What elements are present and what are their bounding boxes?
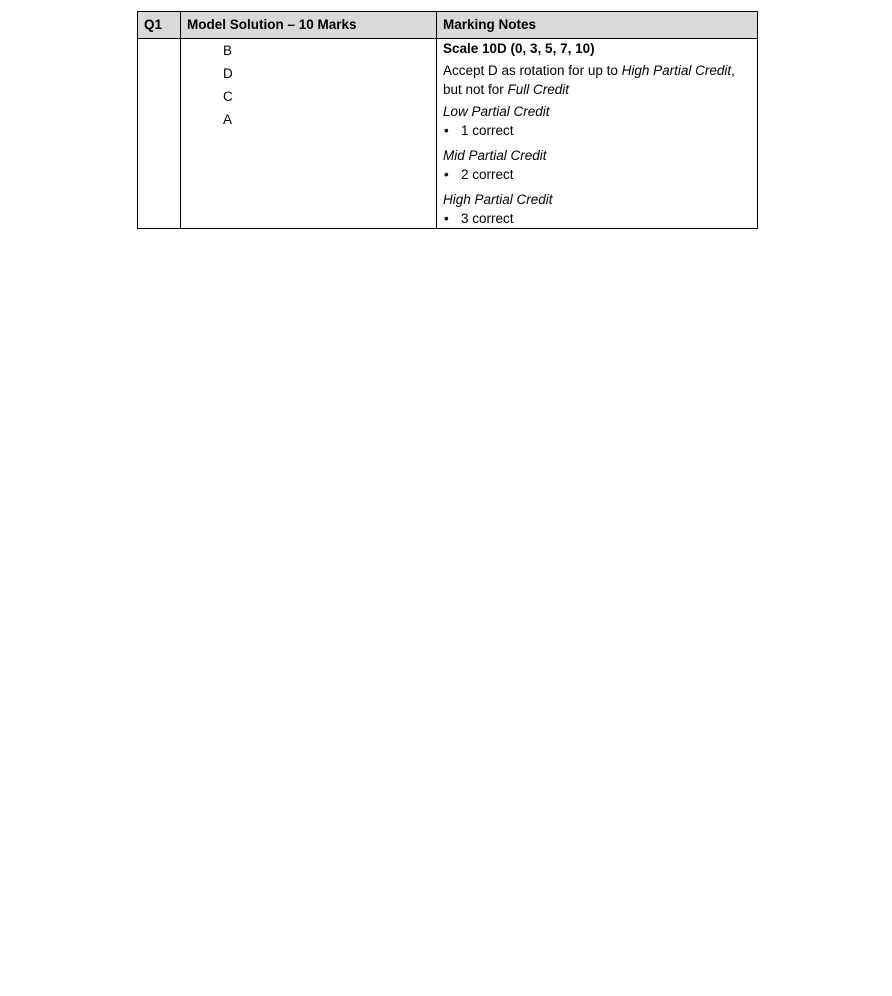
list-item — [443, 121, 751, 140]
credit-level-high — [443, 190, 751, 228]
marking-notes-cell — [437, 39, 758, 229]
marking-scheme-table — [137, 11, 758, 229]
header-row — [138, 12, 758, 39]
list-item — [443, 209, 751, 228]
accept-note — [443, 61, 751, 99]
marking-notes-header: Marking Notes — [437, 12, 758, 39]
credit-level-bullet-text: 2 correct — [461, 167, 514, 182]
credit-level-low — [443, 102, 751, 140]
credit-level-bullets — [443, 165, 751, 184]
accept-note-part2: , but not for — [443, 63, 735, 97]
bullet-icon: • — [444, 123, 449, 138]
accept-note-high-credit: High Partial Credit — [621, 63, 732, 78]
question-header: Q1 — [138, 12, 181, 39]
table-row — [138, 39, 758, 229]
bullet-icon: • — [444, 167, 449, 182]
credit-level-bullets — [443, 209, 751, 228]
model-solution-cell — [181, 39, 437, 229]
credit-level-title: Mid Partial Credit — [443, 148, 547, 163]
scale-text: Scale 10D (0, 3, 5, 7, 10) — [443, 41, 595, 56]
credit-level-title: Low Partial Credit — [443, 104, 550, 119]
credit-level-title: High Partial Credit — [443, 192, 553, 207]
model-solution-header: Model Solution – 10 Marks — [181, 12, 437, 39]
accept-note-part1: Accept D as rotation for up to — [443, 63, 622, 78]
accept-note-full-credit: Full Credit — [507, 82, 570, 97]
model-answer-1: B — [223, 43, 233, 58]
model-answer-4: A — [223, 112, 233, 127]
list-item — [443, 165, 751, 184]
credit-level-bullet-text: 1 correct — [461, 123, 514, 138]
question-cell — [138, 39, 181, 229]
model-answer-3: C — [223, 89, 233, 104]
credit-level-mid — [443, 146, 751, 184]
credit-level-bullet-text: 3 correct — [461, 211, 514, 226]
bullet-icon: • — [444, 211, 449, 226]
model-answer-2: D — [223, 66, 233, 81]
credit-level-bullets — [443, 121, 751, 140]
model-answers-list — [187, 39, 430, 131]
